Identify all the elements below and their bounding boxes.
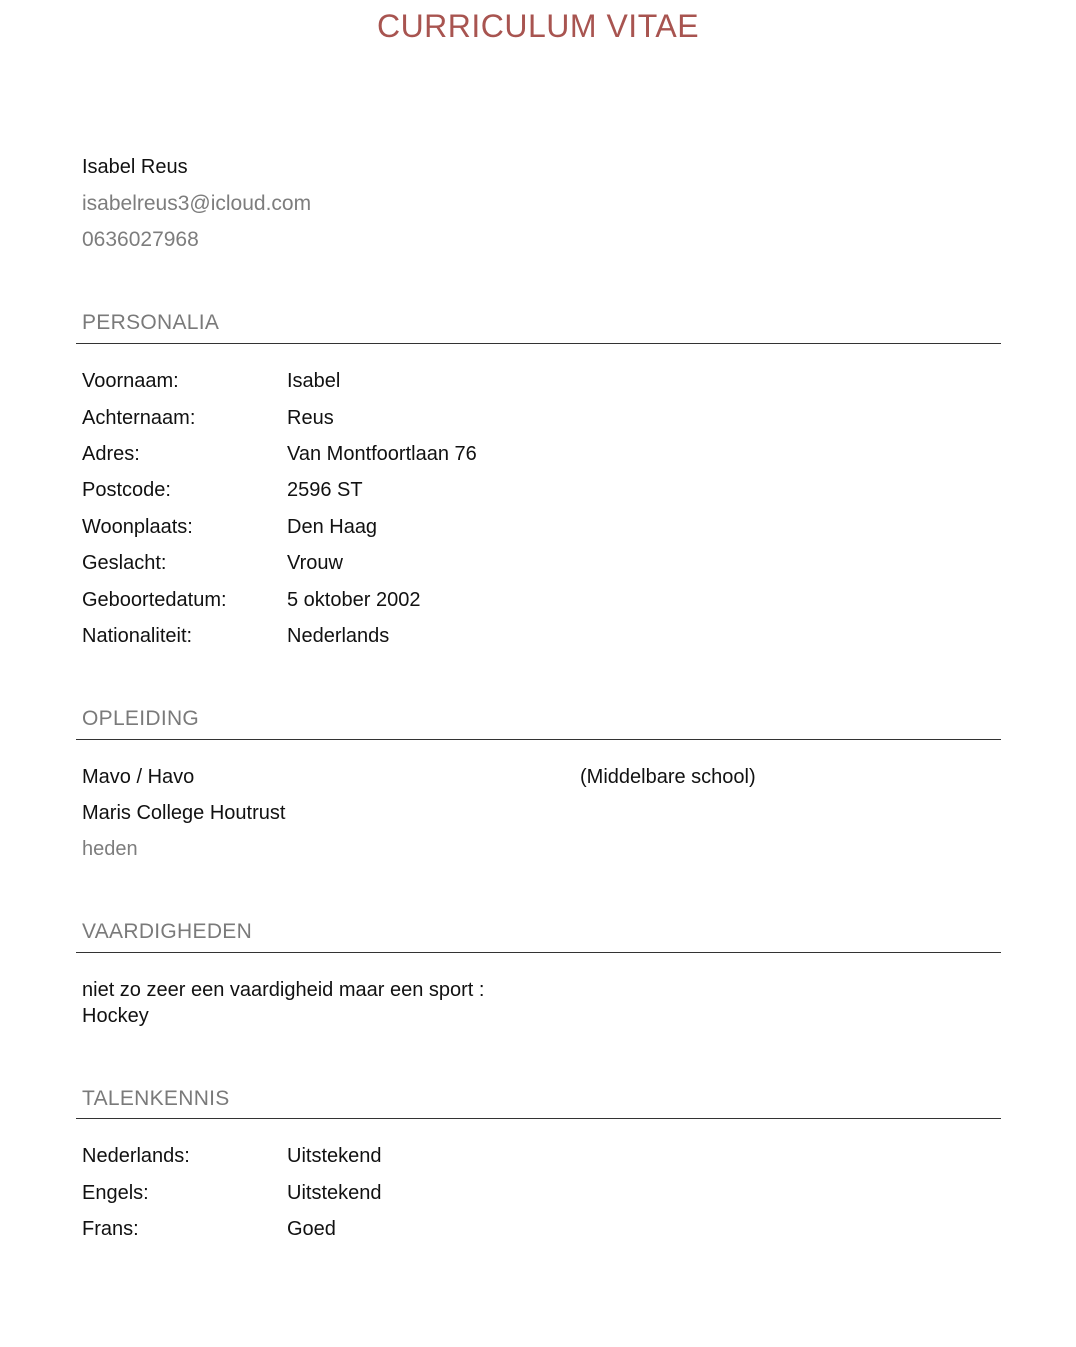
field-value: Vrouw [287,552,343,574]
field-label: Voornaam: [82,370,179,392]
applicant-name: Isabel Reus [82,156,188,178]
field-label: Adres: [82,443,140,465]
skills-line: Hockey [82,1005,149,1027]
language-level: Uitstekend [287,1182,382,1204]
language-level: Goed [287,1218,336,1240]
field-label: Achternaam: [82,407,196,429]
phone-number: 0636027968 [82,228,199,251]
education-school: Maris College Houtrust [82,802,286,824]
education-program: Mavo / Havo [82,766,195,788]
section-heading-opleiding: OPLEIDING [82,707,200,730]
section-divider [76,952,1001,953]
section-divider [76,739,1001,740]
language-level: Uitstekend [287,1145,382,1167]
section-heading-talenkennis: TALENKENNIS [82,1087,230,1110]
field-label: Geslacht: [82,552,167,574]
field-value: 5 oktober 2002 [287,589,421,611]
education-type: (Middelbare school) [580,766,756,788]
field-value: Van Montfoortlaan 76 [287,443,477,465]
section-divider [76,343,1001,344]
email-address: isabelreus3@icloud.com [82,192,312,215]
field-label: Postcode: [82,479,171,501]
language-name: Engels: [82,1182,149,1204]
section-heading-personalia: PERSONALIA [82,311,220,334]
education-period: heden [82,838,138,860]
field-value: Reus [287,407,334,429]
field-label: Nationaliteit: [82,625,193,647]
field-value: 2596 ST [287,479,363,501]
page-title: CURRICULUM VITAE [376,8,700,44]
field-label: Geboortedatum: [82,589,227,611]
field-label: Woonplaats: [82,516,193,538]
field-value: Isabel [287,370,341,392]
field-value: Den Haag [287,516,378,538]
language-name: Frans: [82,1218,139,1240]
skills-line: niet zo zeer een vaardigheid maar een sport : [82,979,485,1001]
section-heading-vaardigheden: VAARDIGHEDEN [82,920,253,943]
section-divider [76,1118,1001,1119]
language-name: Nederlands: [82,1145,190,1167]
field-value: Nederlands [287,625,390,647]
